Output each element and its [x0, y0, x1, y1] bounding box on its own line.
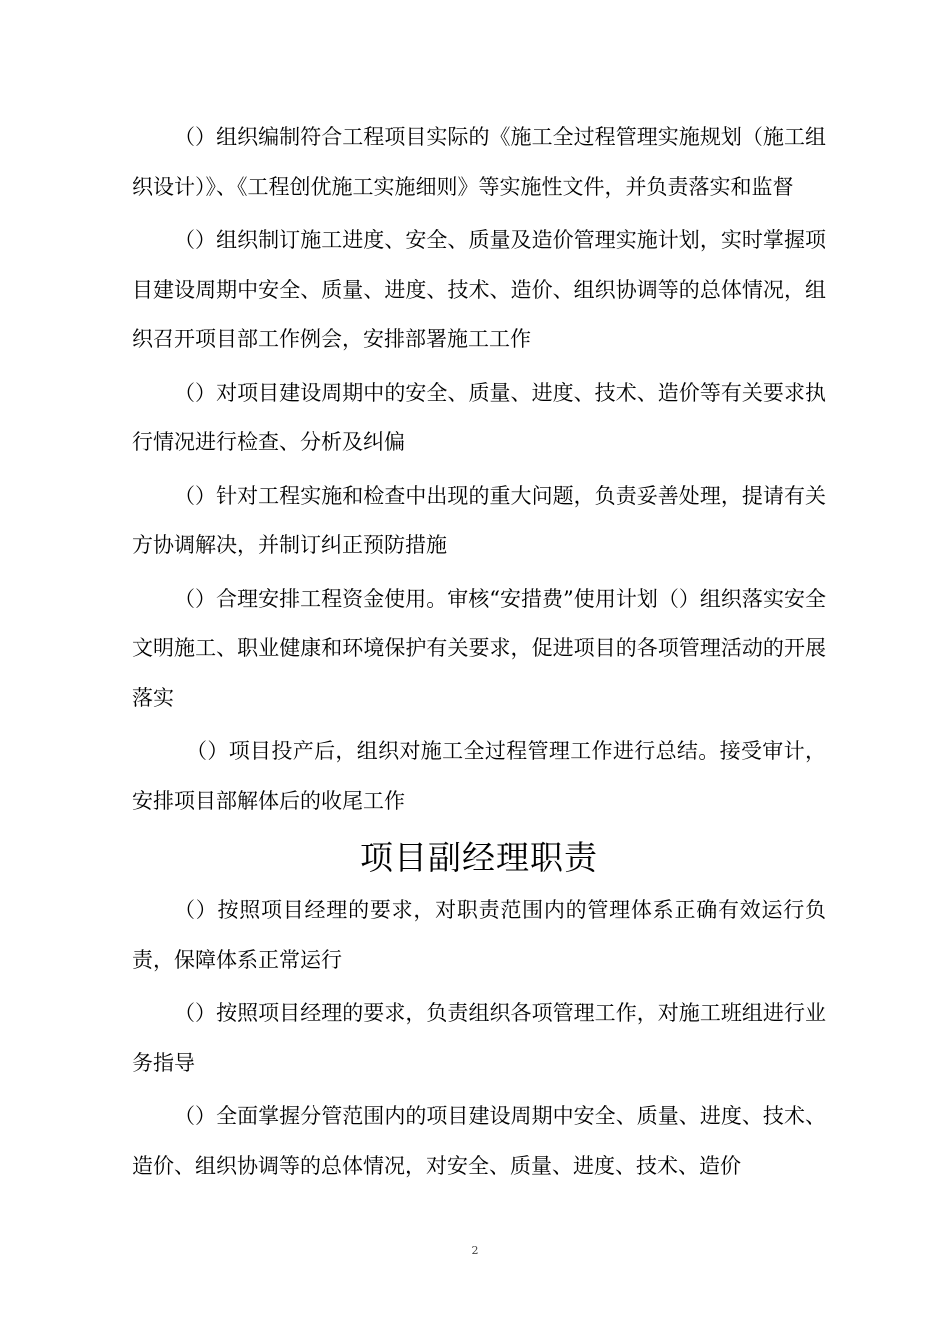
deputy-duty-paragraph-3: （）全面掌握分管范围内的项目建设周期中安全、质量、进度、技术、造价、组织协调等的总体情况，对安全、质量、进度、技术、造价: [132, 1104, 826, 1178]
deputy-duty-paragraph-1: （）按照项目经理的要求，对职责范围内的管理体系正确有效运行负责，保障体系正常运行: [132, 898, 826, 972]
duty-paragraph-4: （）针对工程实施和检查中出现的重大问题，负责妥善处理，提请有关方协调解决，并制订纠正预防措施: [132, 483, 826, 557]
page-content: [132, 113, 826, 1195]
duty-paragraph-1: （）组织编制符合工程项目实际的《施工全过程管理实施规划（施工组织设计）》、《工程创优施工实施细则》等实施性文件，并负责落实和监督: [132, 125, 826, 199]
duty-paragraph-2: （）组织制订施工进度、安全、质量及造价管理实施计划，实时掌握项目建设周期中安全、质量、进度、技术、造价、组织协调等的总体情况，组织召开项目部工作例会，安排部署施工工作: [132, 228, 826, 351]
duty-paragraph-3: （）对项目建设周期中的安全、质量、进度、技术、造价等有关要求执行情况进行检查、分析及纠偏: [132, 380, 826, 454]
page-number: 2: [471, 1244, 479, 1257]
section-heading: 项目副经理职责: [360, 838, 598, 877]
duty-paragraph-5: （）合理安排工程资金使用。审核“安措费”使用计划（）组织落实安全文明施工、职业健康和环境保护有关要求，促进项目的各项管理活动的开展落实: [132, 586, 826, 710]
deputy-duty-paragraph-2: （）按照项目经理的要求，负责组织各项管理工作，对施工班组进行业务指导: [132, 1001, 826, 1075]
duty-paragraph-6: （）项目投产后，组织对施工全过程管理工作进行总结。接受审计，安排项目部解体后的收尾工作: [132, 739, 826, 813]
